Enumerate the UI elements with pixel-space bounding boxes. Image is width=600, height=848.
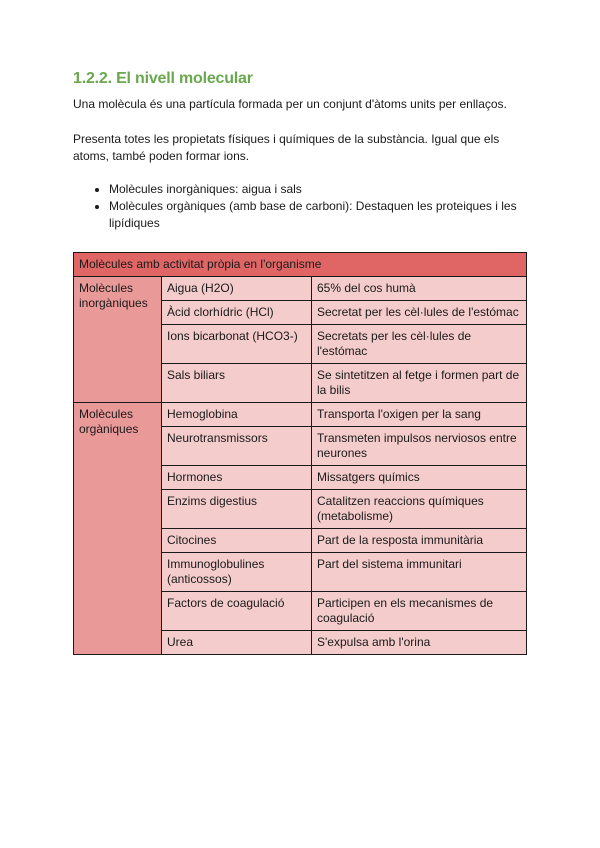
description-cell: S'expulsa amb l'orina (312, 631, 527, 655)
molecule-cell: Enzims digestius (162, 490, 312, 529)
molecule-cell: Hemoglobina (162, 403, 312, 427)
molecule-cell: Hormones (162, 466, 312, 490)
description-cell: Transporta l'oxigen per la sang (312, 403, 527, 427)
document-page (73, 70, 533, 655)
description-cell: Secretats per les cèl·lules de l'estómac (312, 325, 527, 364)
section-heading: 1.2.2. El nivell molecular (73, 70, 253, 87)
description-cell: Part del sistema immunitari (312, 553, 527, 592)
molecule-types-list (73, 181, 533, 232)
molecule-cell: Neurotransmissors (162, 427, 312, 466)
table-header-row (74, 253, 527, 277)
table-row (74, 277, 527, 301)
molecule-cell: Aigua (H2O) (162, 277, 312, 301)
intro-paragraph: Una molècula és una partícula formada per un conjunt d'àtoms units per enllaços. (73, 97, 507, 111)
molecule-cell: Àcid clorhídric (HCl) (162, 301, 312, 325)
description-cell: Missatgers químics (312, 466, 527, 490)
description-cell: Se sintetitzen al fetge i formen part de la bilis (312, 364, 527, 403)
description-cell: Catalitzen reaccions químiques (metabolisme) (312, 490, 527, 529)
molecule-cell: Citocines (162, 529, 312, 553)
list-item: • Molècules inorgàniques: aigua i sals (109, 181, 533, 198)
molecules-table (73, 252, 527, 655)
molecule-cell: Sals biliars (162, 364, 312, 403)
description-cell: Part de la resposta immunitària (312, 529, 527, 553)
description-cell: Participen en els mecanismes de coagulació (312, 592, 527, 631)
description-cell: 65% del cos humà (312, 277, 527, 301)
description-cell: Secretat per les cèl·lules de l'estómac (312, 301, 527, 325)
list-item: • Molècules orgàniques (amb base de carboni): Destaquen les proteiques i les lipídiques (109, 198, 533, 232)
molecule-cell: Urea (162, 631, 312, 655)
description-cell: Transmeten impulsos nerviosos entre neurones (312, 427, 527, 466)
molecule-cell: Factors de coagulació (162, 592, 312, 631)
molecule-cell: Ions bicarbonat (HCO3-) (162, 325, 312, 364)
table-row (74, 403, 527, 427)
properties-paragraph: Presenta totes les propietats físiques i químiques de la substància. Igual que els atoms, també poden formar ions. (73, 132, 500, 163)
table-title: Molècules amb activitat pròpia en l'organisme (74, 253, 527, 277)
category-cell-organic: Molècules orgàniques (74, 403, 162, 655)
category-cell-inorganic: Molècules inorgàniques (74, 277, 162, 403)
molecule-cell: Immunoglobulines (anticossos) (162, 553, 312, 592)
